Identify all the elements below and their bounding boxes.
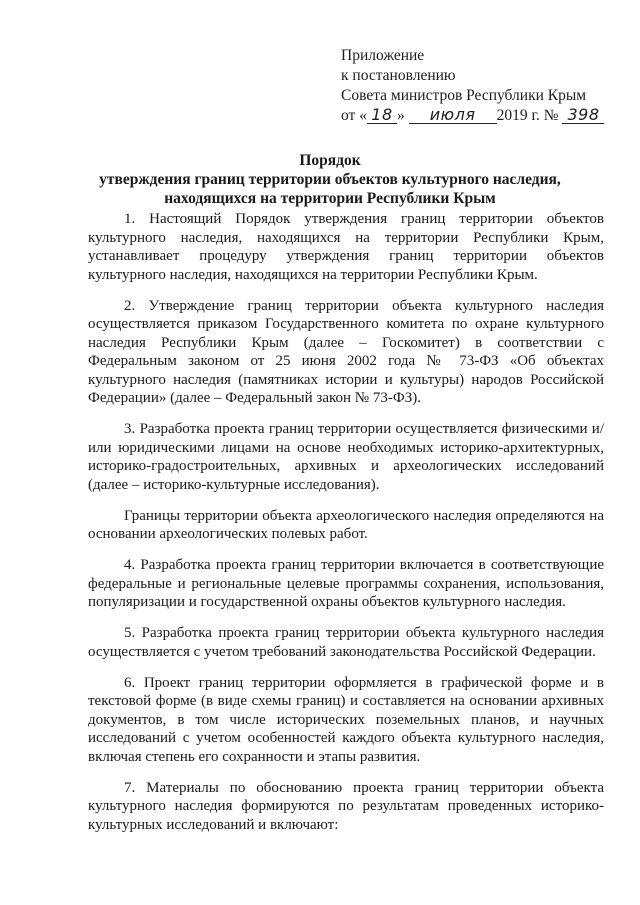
paragraph-3: 3. Разработка проекта границ территории осуществляется физическими и/или юридическими лицами на основе необходимых историко-архитектурных, историко-градостроительных, архивных и археологических исследований (далее – историко-культурные исследования). bbox=[88, 421, 604, 493]
handwritten-number: 398 bbox=[562, 106, 604, 124]
paragraph-7: 7. Материалы по обоснованию проекта границ территории объекта культурного наследия формируются по результатам проведенных историко-культурных исследований и включают: bbox=[88, 779, 604, 833]
appendix-line-2: к постановлению bbox=[341, 67, 456, 84]
paragraph-5: 5. Разработка проекта границ территории объекта культурного наследия осуществляется с учетом требований законодательства Российской Федерации. bbox=[88, 625, 604, 660]
title-line-2: утверждения границ территории объектов культурного наследия, bbox=[99, 171, 561, 188]
paragraph-3-continuation: Границы территории объекта археологического наследия определяются на основании археологических полевых работ. bbox=[88, 507, 604, 542]
handwritten-day: 18 bbox=[367, 106, 397, 124]
paragraph-6: 6. Проект границ территории оформляется в графической форме и в текстовой форме (в виде схемы границ) и составляется на основании архивных документов, в том числе исторических поземельных планов, и научных исследований с учетом особенностей каждого объекта культурного наследия, включая степень его сохранности и этапы развития. bbox=[88, 674, 604, 765]
handwritten-month: июля bbox=[409, 106, 497, 124]
paragraph-1: 1. Настоящий Порядок утверждения границ территории объектов культурного наследия, находящихся на территории Республики Крым, устанавливает процедуру утверждения границ территории объектов культурного наследия, находящихся на территории Республики Крым. bbox=[88, 211, 604, 283]
document-title bbox=[80, 151, 580, 208]
appendix-date-line bbox=[341, 106, 631, 126]
title-line-3: находящихся на территории Республики Крым bbox=[164, 190, 496, 207]
date-prefix: от « bbox=[341, 107, 367, 124]
paragraph-2: 2. Утверждение границ территории объекта культурного наследия осуществляется приказом Государственного комитета по охране культурного наследия Республики Крым (далее – Госкомитет) в соответствии с Федеральным законом от 25 июня 2002 года № 73-ФЗ «Об объектах культурного наследия (памятниках истории и культуры) народов Российской Федерации» (далее – Федеральный закон № 73-ФЗ). bbox=[88, 297, 604, 406]
appendix-line-1: Приложение bbox=[341, 47, 425, 64]
date-year: 2019 г. № bbox=[496, 107, 559, 124]
document-body bbox=[88, 210, 604, 834]
date-quote-close: » bbox=[396, 107, 405, 124]
appendix-line-3: Совета министров Республики Крым bbox=[341, 87, 587, 104]
appendix-block bbox=[341, 46, 631, 126]
paragraph-4: 4. Разработка проекта границ территории включается в соответствующие федеральные и региональные целевые программы сохранения, использования, популяризации и государственной охраны объектов культурного наследия. bbox=[88, 557, 604, 610]
title-line-1: Порядок bbox=[299, 152, 361, 169]
